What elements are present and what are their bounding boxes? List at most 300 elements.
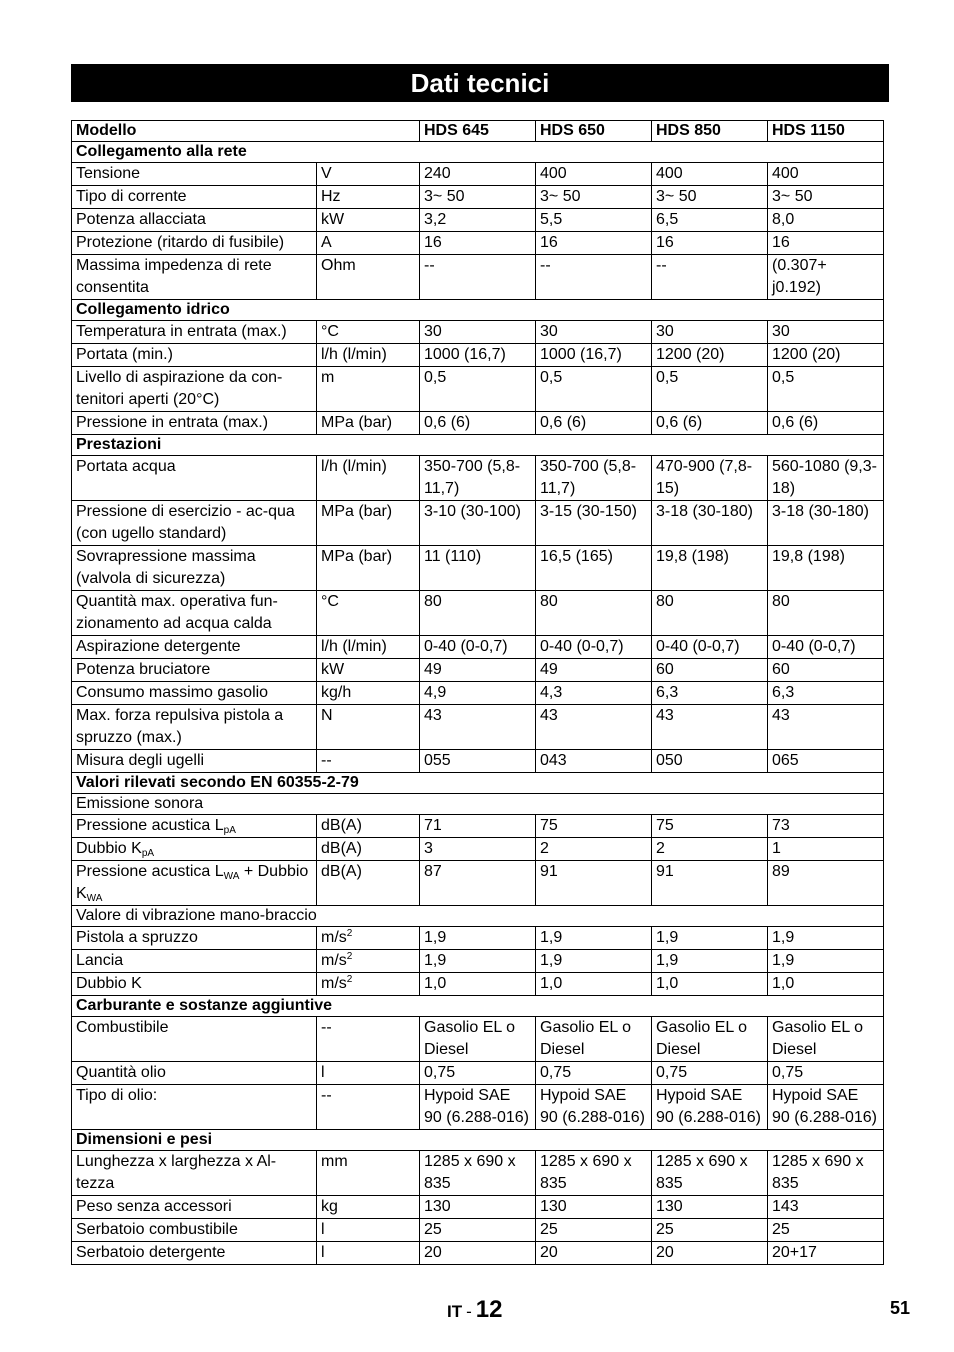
- section-row: [72, 1130, 884, 1151]
- row-unit: [317, 163, 420, 186]
- row-value: 400: [768, 163, 884, 186]
- row-label-text: Potenza bruciatore: [76, 661, 211, 678]
- row-label: [72, 321, 317, 344]
- row-value: 1000 (16,7): [536, 344, 652, 367]
- row-value: 0,6 (6): [768, 412, 884, 435]
- row-value: 1,9: [420, 950, 536, 973]
- row-label-text: Quantità max. operativa fun-zionamento ad acqua calda: [76, 593, 278, 632]
- row-value: 16: [420, 232, 536, 255]
- table-row: [72, 163, 884, 186]
- table-row: [72, 591, 884, 636]
- row-unit-text: l/h (l/min): [321, 346, 387, 363]
- row-value: Gasolio EL o Diesel: [652, 1017, 768, 1062]
- row-label-text: Serbatoio combustibile: [76, 1221, 238, 1238]
- row-unit: [317, 546, 420, 591]
- row-unit-superscript: 2: [346, 951, 353, 962]
- row-unit: [317, 1151, 420, 1196]
- row-value: 16,5 (165): [536, 546, 652, 591]
- row-label: [72, 1017, 317, 1062]
- row-unit-text: m: [321, 369, 335, 386]
- row-unit-text: kW: [321, 661, 345, 678]
- row-label-subscript: WA: [223, 871, 240, 882]
- section-row: [72, 996, 884, 1017]
- row-unit: [317, 367, 420, 412]
- row-value: 0,75: [768, 1062, 884, 1085]
- row-unit-text: °C: [321, 593, 339, 610]
- table-row: [72, 815, 884, 838]
- table-header-row: [72, 121, 884, 142]
- header-model: HDS 850: [652, 121, 768, 142]
- row-value: 1: [768, 838, 884, 861]
- row-label: [72, 163, 317, 186]
- row-label: [72, 456, 317, 501]
- row-unit: [317, 412, 420, 435]
- row-label: [72, 838, 317, 861]
- row-label: [72, 659, 317, 682]
- section-title: Collegamento alla rete: [72, 142, 884, 163]
- row-label-subscript: pA: [141, 848, 155, 859]
- row-value: 065: [768, 750, 884, 773]
- row-unit: [317, 591, 420, 636]
- table-row: [72, 659, 884, 682]
- row-value: 0,6 (6): [652, 412, 768, 435]
- row-unit-text: Hz: [321, 188, 341, 205]
- row-label-text: Pressione acustica L: [76, 817, 224, 834]
- row-label: [72, 367, 317, 412]
- row-value: 2: [652, 838, 768, 861]
- subheading-label: Valore di vibrazione mano-braccio: [72, 906, 884, 927]
- row-unit: [317, 501, 420, 546]
- row-value: 80: [652, 591, 768, 636]
- row-value: 11 (110): [420, 546, 536, 591]
- row-value: 560-1080 (9,3-18): [768, 456, 884, 501]
- row-value: 4,3: [536, 682, 652, 705]
- section-row: [72, 142, 884, 163]
- row-label: [72, 636, 317, 659]
- row-value: 2: [536, 838, 652, 861]
- row-unit-text: m/s: [321, 929, 347, 946]
- row-label-text: Tipo di olio:: [76, 1087, 158, 1104]
- row-label: [72, 1085, 317, 1130]
- row-value: (0.307+ j0.192): [768, 255, 884, 300]
- row-label-text: Dubbio K: [76, 840, 142, 857]
- row-label: [72, 186, 317, 209]
- row-unit-text: kg/h: [321, 684, 352, 701]
- table-row: [72, 927, 884, 950]
- row-value: 130: [652, 1196, 768, 1219]
- row-label-text: Portata (min.): [76, 346, 173, 363]
- row-label: [72, 927, 317, 950]
- row-value: 1,9: [420, 927, 536, 950]
- row-value: 0-40 (0-0,7): [652, 636, 768, 659]
- row-unit: [317, 1017, 420, 1062]
- row-value: 1,0: [768, 973, 884, 996]
- row-unit: [317, 950, 420, 973]
- row-value: Hypoid SAE 90 (6.288-016): [652, 1085, 768, 1130]
- row-value: 1,0: [420, 973, 536, 996]
- row-unit-text: V: [321, 165, 332, 182]
- row-unit: [317, 456, 420, 501]
- row-value: 25: [768, 1219, 884, 1242]
- row-value: 75: [536, 815, 652, 838]
- row-value: Gasolio EL o Diesel: [420, 1017, 536, 1062]
- row-label-text: Portata acqua: [76, 458, 176, 475]
- row-unit-text: l: [321, 1221, 325, 1238]
- row-label-text: Livello di aspirazione da con-tenitori aperti (20°C): [76, 369, 283, 408]
- row-label: [72, 232, 317, 255]
- row-unit-text: MPa (bar): [321, 503, 393, 520]
- row-label-text: Misura degli ugelli: [76, 752, 205, 769]
- row-value: 1285 x 690 x 835: [420, 1151, 536, 1196]
- row-value: 30: [652, 321, 768, 344]
- footer-page-in-section: 12: [475, 1296, 503, 1323]
- row-unit-text: °C: [321, 323, 339, 340]
- row-value: 130: [536, 1196, 652, 1219]
- row-unit: [317, 1196, 420, 1219]
- row-label-subscript: pA: [223, 825, 236, 836]
- row-value: 470-900 (7,8-15): [652, 456, 768, 501]
- table-row: [72, 1196, 884, 1219]
- row-value: Gasolio EL o Diesel: [536, 1017, 652, 1062]
- header-model: HDS 645: [420, 121, 536, 142]
- row-unit-text: --: [321, 1087, 332, 1104]
- row-value: 3~ 50: [768, 186, 884, 209]
- row-value: 350-700 (5,8-11,7): [536, 456, 652, 501]
- row-unit-text: MPa (bar): [321, 548, 393, 565]
- row-unit-superscript: 2: [346, 928, 353, 939]
- row-label-text: Peso senza accessori: [76, 1198, 232, 1215]
- table-row: [72, 501, 884, 546]
- row-value: 80: [420, 591, 536, 636]
- row-label-text: Consumo massimo gasolio: [76, 684, 269, 701]
- row-value: 49: [536, 659, 652, 682]
- row-value: 350-700 (5,8-11,7): [420, 456, 536, 501]
- row-value: 3-15 (30-150): [536, 501, 652, 546]
- row-value: 1,9: [652, 927, 768, 950]
- row-unit: [317, 750, 420, 773]
- row-value: 0,75: [420, 1062, 536, 1085]
- row-label-text: Serbatoio detergente: [76, 1244, 226, 1261]
- row-label-text: Pressione acustica L: [76, 863, 224, 880]
- row-value: --: [536, 255, 652, 300]
- row-unit: [317, 682, 420, 705]
- row-label-text: Massima impedenza di rete consentita: [76, 257, 272, 296]
- table-row: [72, 209, 884, 232]
- row-value: 4,9: [420, 682, 536, 705]
- row-label: [72, 255, 317, 300]
- row-value: 75: [652, 815, 768, 838]
- table-row: [72, 682, 884, 705]
- row-value: 43: [768, 705, 884, 750]
- row-unit-text: l: [321, 1064, 325, 1081]
- row-unit-text: mm: [321, 1153, 348, 1170]
- row-value: 16: [768, 232, 884, 255]
- row-value: 1285 x 690 x 835: [652, 1151, 768, 1196]
- row-label: [72, 861, 317, 906]
- footer-section-page: [447, 1296, 502, 1324]
- subheading-label: Emissione sonora: [72, 794, 884, 815]
- row-unit: [317, 186, 420, 209]
- row-label-text: Tipo di corrente: [76, 188, 187, 205]
- table-row: [72, 1085, 884, 1130]
- row-value: 0,5: [652, 367, 768, 412]
- row-value: 0,5: [536, 367, 652, 412]
- row-unit-text: l: [321, 1244, 325, 1261]
- row-value: 71: [420, 815, 536, 838]
- page-title: Dati tecnici: [71, 64, 889, 102]
- row-unit-text: l/h (l/min): [321, 638, 387, 655]
- row-unit: [317, 973, 420, 996]
- row-value: 0-40 (0-0,7): [420, 636, 536, 659]
- row-label: [72, 1062, 317, 1085]
- table-row: [72, 255, 884, 300]
- row-label: [72, 1196, 317, 1219]
- section-title: Dimensioni e pesi: [72, 1130, 884, 1151]
- row-label-text: Sovrapressione massima (valvola di sicurezza): [76, 548, 256, 587]
- row-value: 6,3: [652, 682, 768, 705]
- table-row: [72, 1017, 884, 1062]
- row-label-text: Quantità olio: [76, 1064, 166, 1081]
- table-row: [72, 321, 884, 344]
- row-value: 143: [768, 1196, 884, 1219]
- row-value: 6,3: [768, 682, 884, 705]
- table-row: [72, 546, 884, 591]
- row-value: 1285 x 690 x 835: [768, 1151, 884, 1196]
- row-value: 60: [652, 659, 768, 682]
- row-value: --: [652, 255, 768, 300]
- section-row: [72, 300, 884, 321]
- row-value: 3-18 (30-180): [652, 501, 768, 546]
- row-value: 20: [536, 1242, 652, 1265]
- row-value: 0,5: [768, 367, 884, 412]
- footer-separator: -: [466, 1302, 472, 1321]
- row-value: Gasolio EL o Diesel: [768, 1017, 884, 1062]
- row-value: 16: [652, 232, 768, 255]
- row-label: [72, 344, 317, 367]
- header-model-label: Modello: [72, 121, 420, 142]
- header-model: HDS 650: [536, 121, 652, 142]
- technical-data-body: [72, 121, 884, 1265]
- row-value: 1,9: [768, 950, 884, 973]
- row-value: 91: [652, 861, 768, 906]
- row-unit-text: dB(A): [321, 863, 362, 880]
- row-unit-text: MPa (bar): [321, 414, 393, 431]
- row-value: 60: [768, 659, 884, 682]
- subheading-row: [72, 906, 884, 927]
- table-row: [72, 750, 884, 773]
- row-unit: [317, 255, 420, 300]
- row-unit: [317, 344, 420, 367]
- table-row: [72, 1151, 884, 1196]
- footer-language: IT: [447, 1302, 463, 1321]
- row-label: [72, 750, 317, 773]
- row-value: 8,0: [768, 209, 884, 232]
- table-row: [72, 950, 884, 973]
- row-value: 16: [536, 232, 652, 255]
- row-value: 6,5: [652, 209, 768, 232]
- row-label-text: Pressione in entrata (max.): [76, 414, 269, 431]
- row-value: 043: [536, 750, 652, 773]
- section-row: [72, 773, 884, 794]
- row-value: 1,0: [652, 973, 768, 996]
- row-value: 3-10 (30-100): [420, 501, 536, 546]
- row-unit-superscript: 2: [346, 974, 353, 985]
- row-label-text: Potenza allacciata: [76, 211, 206, 228]
- row-unit: [317, 232, 420, 255]
- row-unit-text: N: [321, 707, 333, 724]
- table-row: [72, 705, 884, 750]
- row-unit: [317, 1085, 420, 1130]
- row-value: 25: [652, 1219, 768, 1242]
- row-unit: [317, 659, 420, 682]
- row-value: 3-18 (30-180): [768, 501, 884, 546]
- row-value: 20: [420, 1242, 536, 1265]
- row-unit: [317, 209, 420, 232]
- row-value: 43: [420, 705, 536, 750]
- row-value: 1,9: [536, 950, 652, 973]
- row-value: 240: [420, 163, 536, 186]
- row-value: 0,6 (6): [420, 412, 536, 435]
- subheading-row: [72, 794, 884, 815]
- row-value: 43: [652, 705, 768, 750]
- row-label: [72, 1219, 317, 1242]
- row-value: 25: [420, 1219, 536, 1242]
- row-value: 19,8 (198): [768, 546, 884, 591]
- row-value: 3: [420, 838, 536, 861]
- row-unit: [317, 838, 420, 861]
- row-value: 055: [420, 750, 536, 773]
- row-label-text: Max. forza repulsiva pistola a spruzzo (max.): [76, 707, 284, 746]
- row-value: 1,0: [536, 973, 652, 996]
- row-label: [72, 950, 317, 973]
- table-row: [72, 973, 884, 996]
- row-value: 130: [420, 1196, 536, 1219]
- row-value: 1200 (20): [652, 344, 768, 367]
- row-value: 80: [536, 591, 652, 636]
- row-value: 30: [768, 321, 884, 344]
- row-value: 3~ 50: [420, 186, 536, 209]
- table-row: [72, 412, 884, 435]
- row-value: 49: [420, 659, 536, 682]
- row-value: 400: [536, 163, 652, 186]
- row-label: [72, 1242, 317, 1265]
- row-label-text: Aspirazione detergente: [76, 638, 241, 655]
- row-unit-text: --: [321, 752, 332, 769]
- row-label: [72, 815, 317, 838]
- header-model: HDS 1150: [768, 121, 884, 142]
- table-row: [72, 838, 884, 861]
- row-unit-text: l/h (l/min): [321, 458, 387, 475]
- row-label: [72, 546, 317, 591]
- row-label-text: Protezione (ritardo di fusibile): [76, 234, 285, 251]
- row-unit: [317, 861, 420, 906]
- row-unit-text: kW: [321, 211, 345, 228]
- row-value: 400: [652, 163, 768, 186]
- row-unit: [317, 1242, 420, 1265]
- section-title: Collegamento idrico: [72, 300, 884, 321]
- row-unit: [317, 815, 420, 838]
- row-label-text: Tensione: [76, 165, 141, 182]
- section-title: Carburante e sostanze aggiuntive: [72, 996, 884, 1017]
- row-value: Hypoid SAE 90 (6.288-016): [768, 1085, 884, 1130]
- row-value: 1,9: [768, 927, 884, 950]
- row-unit-text: --: [321, 1019, 332, 1036]
- row-label: [72, 412, 317, 435]
- row-label-text: Lancia: [76, 952, 124, 969]
- row-value: 20+17: [768, 1242, 884, 1265]
- row-value: 80: [768, 591, 884, 636]
- row-label-text: Pressione di esercizio - ac-qua (con ugello standard): [76, 503, 295, 542]
- table-row: [72, 367, 884, 412]
- row-value: 0,6 (6): [536, 412, 652, 435]
- table-row: [72, 186, 884, 209]
- row-label: [72, 209, 317, 232]
- row-value: 1200 (20): [768, 344, 884, 367]
- technical-data-table: [71, 120, 884, 1265]
- row-label-subscript: WA: [86, 893, 103, 904]
- row-value: 0-40 (0-0,7): [536, 636, 652, 659]
- row-label-text: + Dubbio K: [76, 863, 309, 902]
- row-label-text: Combustibile: [76, 1019, 169, 1036]
- row-unit: [317, 1062, 420, 1085]
- table-row: [72, 861, 884, 906]
- row-unit-text: dB(A): [321, 840, 362, 857]
- table-row: [72, 344, 884, 367]
- row-value: 3,2: [420, 209, 536, 232]
- section-title: Valori rilevati secondo EN 60355-2-79: [72, 773, 884, 794]
- row-value: 0,5: [420, 367, 536, 412]
- row-value: 20: [652, 1242, 768, 1265]
- row-value: 1,9: [536, 927, 652, 950]
- row-value: 19,8 (198): [652, 546, 768, 591]
- row-label-text: Temperatura in entrata (max.): [76, 323, 287, 340]
- row-value: 30: [420, 321, 536, 344]
- row-label: [72, 682, 317, 705]
- row-unit-text: kg: [321, 1198, 338, 1215]
- row-value: 30: [536, 321, 652, 344]
- section-row: [72, 435, 884, 456]
- row-unit-text: dB(A): [321, 817, 362, 834]
- row-unit: [317, 636, 420, 659]
- table-row: [72, 1062, 884, 1085]
- footer-page-number: 51: [890, 1298, 911, 1318]
- row-label: [72, 973, 317, 996]
- row-value: 3~ 50: [536, 186, 652, 209]
- row-unit-text: m/s: [321, 952, 347, 969]
- row-label-text: Dubbio K: [76, 975, 142, 992]
- row-value: 3~ 50: [652, 186, 768, 209]
- row-value: 1000 (16,7): [420, 344, 536, 367]
- table-row: [72, 456, 884, 501]
- row-value: --: [420, 255, 536, 300]
- row-value: 1,9: [652, 950, 768, 973]
- row-value: 0,75: [536, 1062, 652, 1085]
- row-value: 1285 x 690 x 835: [536, 1151, 652, 1196]
- row-value: 91: [536, 861, 652, 906]
- row-value: 050: [652, 750, 768, 773]
- row-unit: [317, 705, 420, 750]
- row-label-text: Pistola a spruzzo: [76, 929, 198, 946]
- row-value: Hypoid SAE 90 (6.288-016): [536, 1085, 652, 1130]
- row-value: 0-40 (0-0,7): [768, 636, 884, 659]
- row-label: [72, 501, 317, 546]
- row-value: 25: [536, 1219, 652, 1242]
- row-value: 87: [420, 861, 536, 906]
- table-row: [72, 1219, 884, 1242]
- row-value: 89: [768, 861, 884, 906]
- row-unit-text: Ohm: [321, 257, 356, 274]
- table-row: [72, 232, 884, 255]
